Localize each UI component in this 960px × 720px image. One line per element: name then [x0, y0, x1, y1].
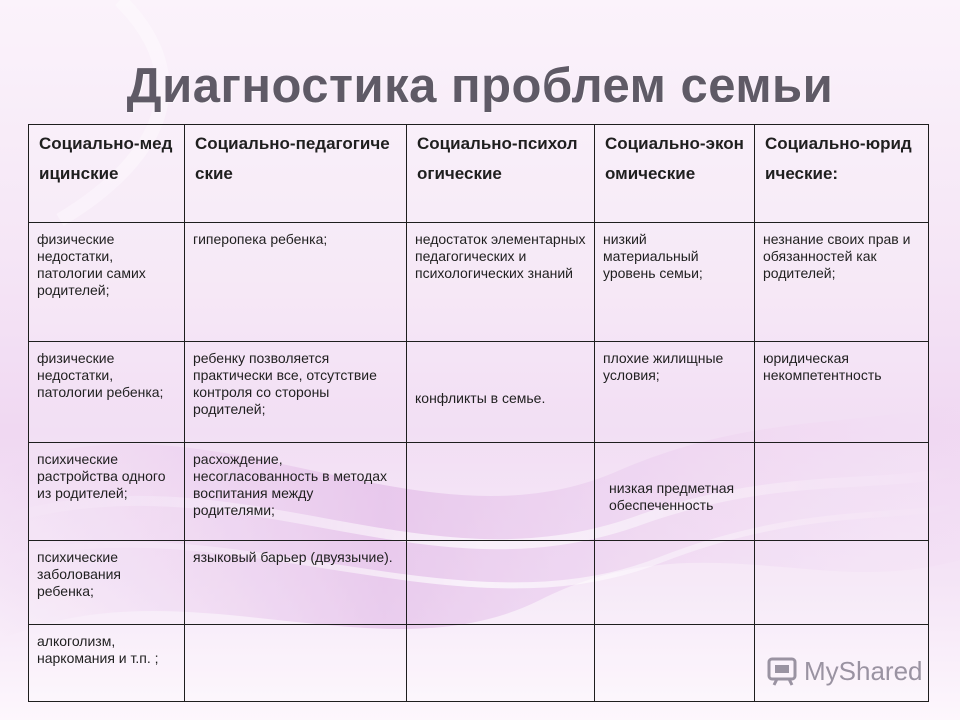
table-cell: [407, 442, 595, 540]
slide-title: Диагностика проблем семьи: [126, 59, 834, 113]
table-header-row: [29, 125, 929, 223]
table-cell: психические заболования ребенка;: [29, 541, 185, 625]
header-pedagogical: Социально-педагогические: [185, 125, 407, 223]
table-cell: [407, 624, 595, 701]
table-cell: языковый барьер (двуязычие).: [185, 541, 407, 625]
table-cell: расхождение, несогласованность в методах воспитания между родителями;: [185, 442, 407, 540]
header-psychological: Социально-психологические: [407, 125, 595, 223]
table-row: [29, 541, 929, 625]
table-cell: низкая предметная обеспеченность: [595, 442, 755, 540]
table-cell: низкий материальный уровень семьи;: [595, 223, 755, 342]
table-cell: недостаток элементарных педагогических и психологических знаний: [407, 223, 595, 342]
table-cell: [755, 541, 929, 625]
table-cell: физические недостатки, патологии ребенка;: [29, 342, 185, 442]
myshared-brand-text: MyShared: [804, 655, 923, 686]
table-cell: [595, 624, 755, 701]
table-row: [29, 442, 929, 540]
table-cell: гиперопека ребенка;: [185, 223, 407, 342]
table-cell: плохие жилищные условия;: [595, 342, 755, 442]
table-cell: ребенку позволяется практически все, отсутствие контроля со стороны родителей;: [185, 342, 407, 442]
header-medical: Социально-медицинские: [29, 125, 185, 223]
myshared-logo-icon: [766, 654, 800, 688]
table-row: [29, 223, 929, 342]
table-cell: незнание своих прав и обязанностей как родителей;: [755, 223, 929, 342]
table-cell: [185, 624, 407, 701]
table-cell: [755, 442, 929, 540]
table-cell: физические недостатки, патологии самих родителей;: [29, 223, 185, 342]
table-cell: алкоголизм, наркомания и т.п. ;: [29, 624, 185, 701]
table-cell: психические растройства одного из родителей;: [29, 442, 185, 540]
table-row: [29, 342, 929, 442]
header-legal: Социально-юридические:: [755, 125, 929, 223]
header-economic: Социально-экономические: [595, 125, 755, 223]
table-cell: [407, 541, 595, 625]
table-cell: конфликты в семье.: [407, 342, 595, 442]
myshared-watermark: [766, 654, 923, 688]
problems-table: [28, 124, 929, 702]
table-cell: юридическая некомпетентность: [755, 342, 929, 442]
table-cell: [595, 541, 755, 625]
